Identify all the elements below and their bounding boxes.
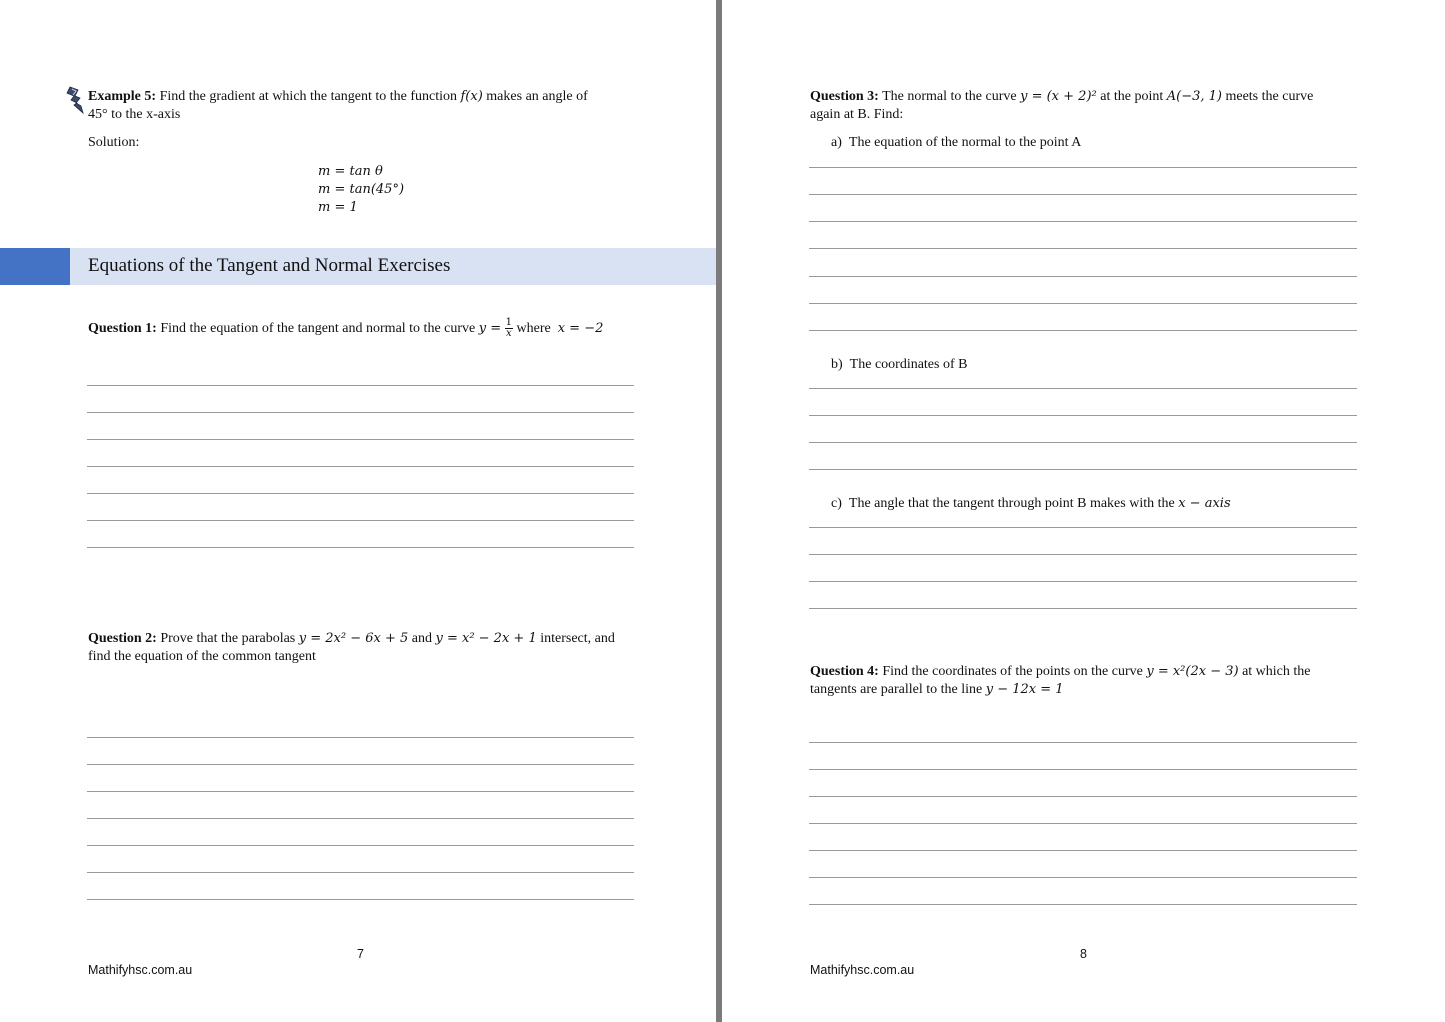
answer-line[interactable] bbox=[87, 818, 634, 819]
answer-line[interactable] bbox=[809, 769, 1357, 770]
question-3c: c) The angle that the tangent through point B makes with the x − axis bbox=[831, 496, 1231, 511]
solution-line-2: m = tan(45°) bbox=[318, 182, 405, 197]
lightning-bolt-icon bbox=[64, 86, 84, 114]
section-title: Equations of the Tangent and Normal Exercises bbox=[88, 255, 451, 276]
solution-line-1: m = tan θ bbox=[318, 164, 383, 179]
page-number: 7 bbox=[357, 947, 364, 961]
question-2-line1: Question 2: Prove that the parabolas y = 2x² − 6x + 5 and y = x² − 2x + 1 intersect, and bbox=[88, 631, 615, 646]
answer-line[interactable] bbox=[87, 385, 634, 386]
answer-line[interactable] bbox=[809, 388, 1357, 389]
answer-line[interactable] bbox=[809, 194, 1357, 195]
answer-line[interactable] bbox=[809, 877, 1357, 878]
footer-site: Mathifyhsc.com.au bbox=[810, 963, 915, 977]
answer-line[interactable] bbox=[809, 742, 1357, 743]
answer-line[interactable] bbox=[87, 845, 634, 846]
answer-line[interactable] bbox=[809, 554, 1357, 555]
answer-line[interactable] bbox=[87, 764, 634, 765]
answer-line[interactable] bbox=[809, 850, 1357, 851]
answer-line[interactable] bbox=[87, 466, 634, 467]
page-7 bbox=[0, 0, 716, 1022]
question-1-text: Question 1: Find the equation of the tangent and normal to the curve y = $\frac{1}{x}$ where x = −2 bbox=[88, 317, 604, 340]
solution-line-3: m = 1 bbox=[318, 200, 358, 215]
part-marker: a) bbox=[831, 135, 842, 150]
answer-line[interactable] bbox=[809, 823, 1357, 824]
answer-line[interactable] bbox=[87, 493, 634, 494]
answer-line[interactable] bbox=[809, 221, 1357, 222]
page-8 bbox=[722, 0, 1445, 1022]
answer-line[interactable] bbox=[87, 439, 634, 440]
example-5-line2: 45° to the x-axis bbox=[88, 107, 181, 122]
question-4-label: Question 4: bbox=[810, 664, 879, 679]
example-5-line1: Example 5: Find the gradient at which the tangent to the function f(x) makes an angle of bbox=[88, 89, 588, 104]
answer-line[interactable] bbox=[809, 904, 1357, 905]
question-2-label: Question 2: bbox=[88, 631, 157, 646]
example-label: Example 5: bbox=[88, 89, 157, 104]
question-3a: a) The equation of the normal to the point A bbox=[831, 135, 1082, 150]
footer-site: Mathifyhsc.com.au bbox=[88, 963, 193, 977]
answer-line[interactable] bbox=[809, 248, 1357, 249]
answer-line[interactable] bbox=[809, 608, 1357, 609]
answer-line[interactable] bbox=[87, 547, 634, 548]
answer-line[interactable] bbox=[87, 737, 634, 738]
answer-line[interactable] bbox=[87, 872, 634, 873]
answer-line[interactable] bbox=[809, 330, 1357, 331]
question-4-line1: Question 4: Find the coordinates of the points on the curve y = x²(2x − 3) at which the bbox=[810, 664, 1311, 679]
section-banner bbox=[0, 248, 716, 285]
answer-line[interactable] bbox=[809, 796, 1357, 797]
answer-line[interactable] bbox=[87, 412, 634, 413]
fraction-1-over-x: $\frac{1}{x}$ bbox=[505, 317, 513, 340]
answer-line[interactable] bbox=[809, 415, 1357, 416]
question-3-line1: Question 3: The normal to the curve y = (x + 2)² at the point A(−3, 1) meets the curve bbox=[810, 89, 1314, 104]
part-marker: b) bbox=[831, 357, 843, 372]
answer-line[interactable] bbox=[809, 581, 1357, 582]
answer-line[interactable] bbox=[809, 527, 1357, 528]
question-2-line2: find the equation of the common tangent bbox=[88, 649, 316, 664]
part-marker: c) bbox=[831, 496, 842, 511]
question-4-line2: tangents are parallel to the line y − 12x = 1 bbox=[810, 682, 1064, 697]
answer-line[interactable] bbox=[809, 442, 1357, 443]
solution-label: Solution: bbox=[88, 135, 140, 150]
answer-line[interactable] bbox=[809, 276, 1357, 277]
question-3-label: Question 3: bbox=[810, 89, 879, 104]
answer-line[interactable] bbox=[87, 899, 634, 900]
answer-line[interactable] bbox=[87, 520, 634, 521]
page-number: 8 bbox=[1080, 947, 1087, 961]
question-1-label: Question 1: bbox=[88, 321, 157, 336]
question-3-line2: again at B. Find: bbox=[810, 107, 904, 122]
answer-line[interactable] bbox=[87, 791, 634, 792]
answer-line[interactable] bbox=[809, 303, 1357, 304]
question-3b: b) The coordinates of B bbox=[831, 357, 968, 372]
answer-line[interactable] bbox=[809, 469, 1357, 470]
answer-line[interactable] bbox=[809, 167, 1357, 168]
banner-accent-block bbox=[0, 248, 70, 285]
